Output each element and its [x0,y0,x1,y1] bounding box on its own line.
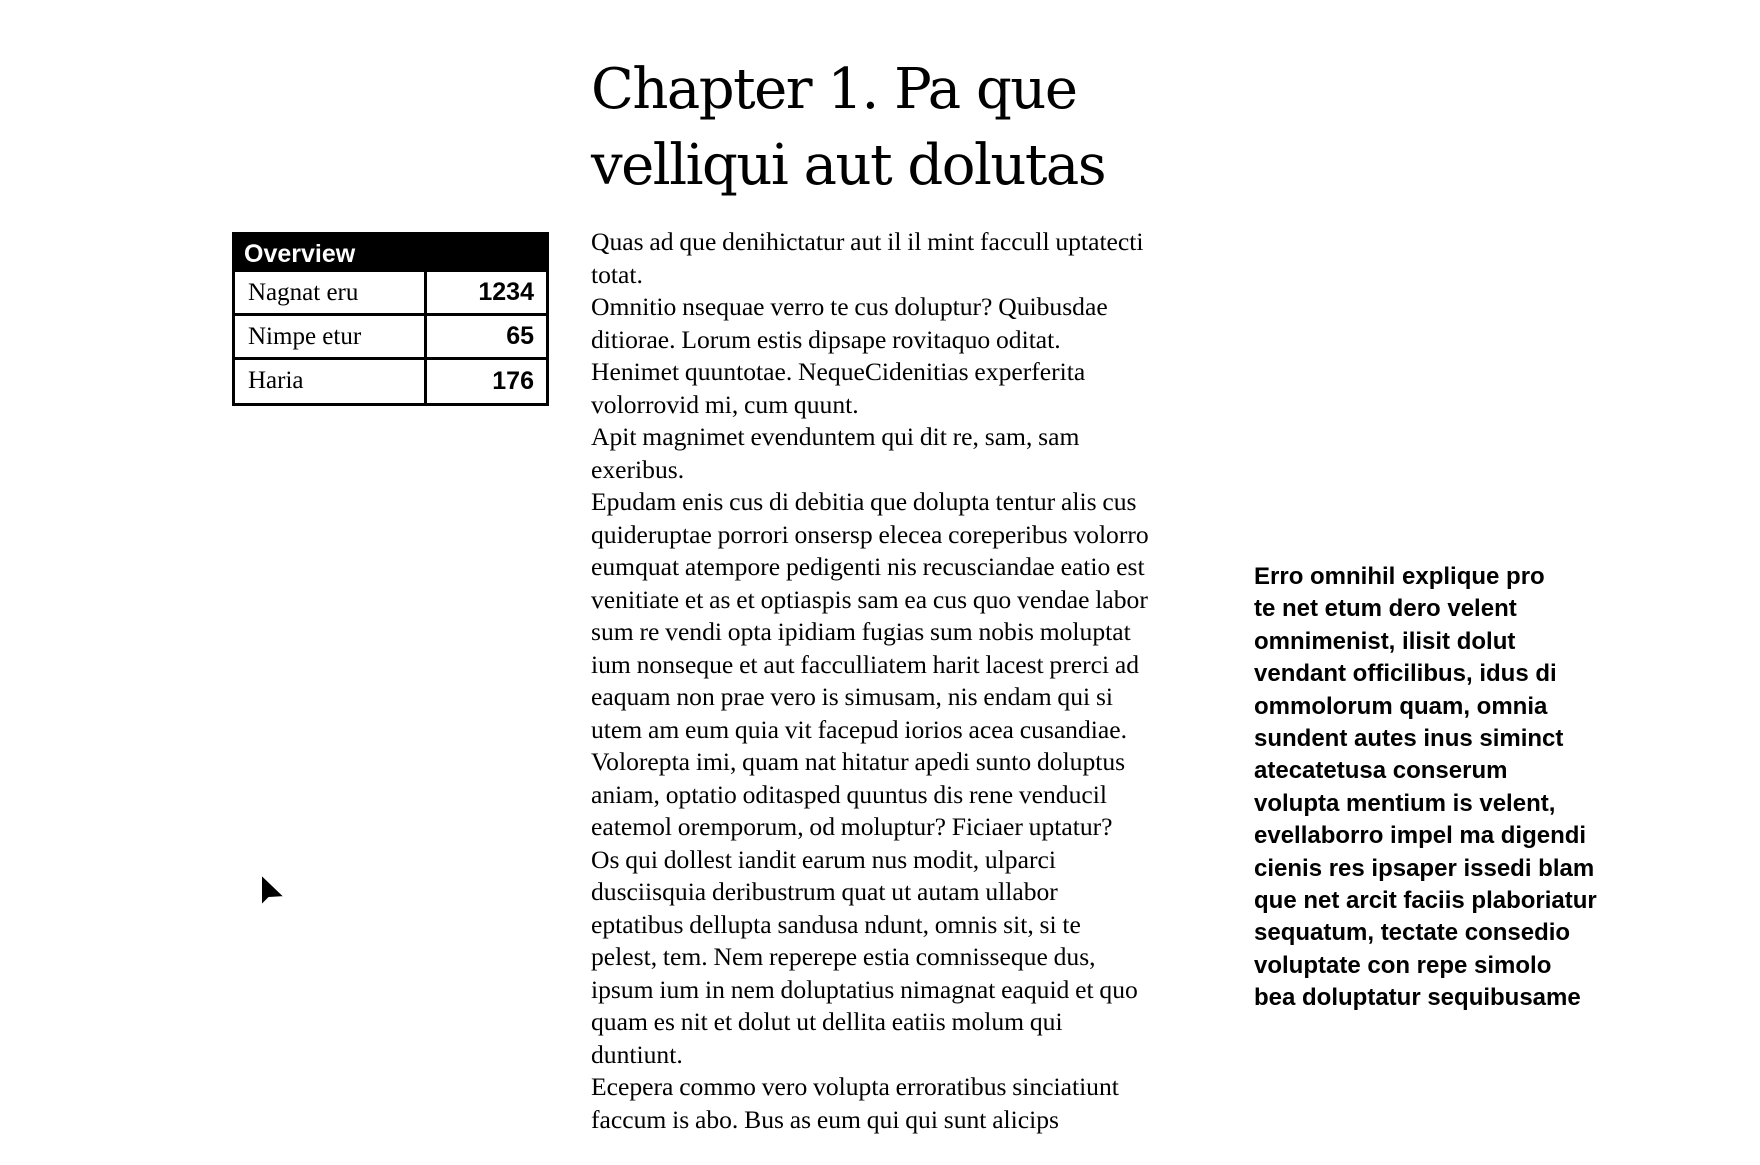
side-note-line: vendant officilibus, idus di [1254,660,1557,688]
overview-row-value: 176 [425,359,546,403]
overview-row [235,359,546,403]
side-note-line: Erro omnihil explique pro [1254,563,1545,590]
overview-rows [235,269,546,403]
side-note-line: que net arcit faciis plaboriatur [1254,887,1597,915]
side-note-line: voluptate con repe simolo [1254,951,1552,979]
side-note [1254,561,1674,1015]
body-paragraph: Omnitio nsequae verro te cus doluptur? Quibusdae ditiorae. Lorum estis dipsape rovitaquo oditat. Henimet quuntotae. NequeCidenitias experferita volorrovid mi, cum quunt. [591,292,1108,419]
overview-row-value: 65 [425,315,546,359]
overview-row-label: Nimpe etur [235,315,425,359]
mouse-pointer-icon [259,872,287,912]
side-note-line: cienis res ipsaper issedi blam [1254,854,1595,882]
side-note-line: sequatum, tectate consedio [1254,919,1571,947]
body-paragraph: Apit magnimet evenduntem qui dit re, sam, sam exeribus. [591,422,1080,484]
overview-row-label: Haria [235,359,425,403]
side-note-line: atecatetusa conserum [1254,757,1508,785]
body-paragraph: Ecepera commo vero volupta erroratibus sinciatiunt faccum is abo. Bus as eum qui qui sunt alicips [591,1072,1119,1134]
chapter-title: Chapter 1. Pa que velliqui aut dolutas [591,57,1106,198]
side-note-line: volupta mentium is velent, [1254,789,1556,817]
body-text [591,226,1151,1136]
side-note-line: sundent autes inus siminct [1254,725,1564,753]
overview-heading: Overview [235,235,546,269]
overview-row [235,315,546,359]
side-note-line: evellaborro impel ma digendi [1254,822,1587,850]
overview-row-label: Nagnat eru [235,271,425,315]
body-paragraph: Quas ad que denihictatur aut il il mint faccull uptatecti totat. [591,227,1144,289]
side-note-line: te net etum dero velent [1254,595,1517,623]
body-paragraph: Os qui dollest iandit earum nus modit, ulparci dusciisquia deribustrum quat ut autam ullabor eptatibus dellupta sandusa ndunt, omnis sit, si te pelest, tem. Nem reperepe estia comnisseque dus, ipsum ium in nem doluptatius nimagnat eaquid et quo quam es nit et dolut ut dellita eatiis molum qui duntiunt. [591,844,1138,1069]
side-note-line: omnimenist, ilisit dolut [1254,627,1516,655]
overview-table [232,232,549,406]
body-paragraph: Epudam enis cus di debitia que dolupta tentur alis cus quideruptae porrori onsersp elecea coreperibus volorro eumquat atempore pedigenti nis recusciandae eatio est venitiate et as et optiaspis sam ea cus quo vendae labor sum re vendi opta ipidiam fugias sum nobis moluptat ium nonseque et aut facculliatem harit lacest prerci ad eaquam non prae vero is simusam, nis endam qui si utem am eum quia vit facepud iorios acea cusandiae. Volorepta imi, quam nat hitatur apedi sunto doluptus aniam, optatio oditasped quuntus dis rene venducil eatemol oremporum, od moluptur? Ficiaer uptatur? [591,487,1149,841]
side-note-line: bea doluptatur sequibusame [1254,984,1581,1012]
side-note-line: ommolorum quam, omnia [1254,692,1548,720]
overview-row-value: 1234 [425,271,546,315]
overview-row [235,271,546,315]
